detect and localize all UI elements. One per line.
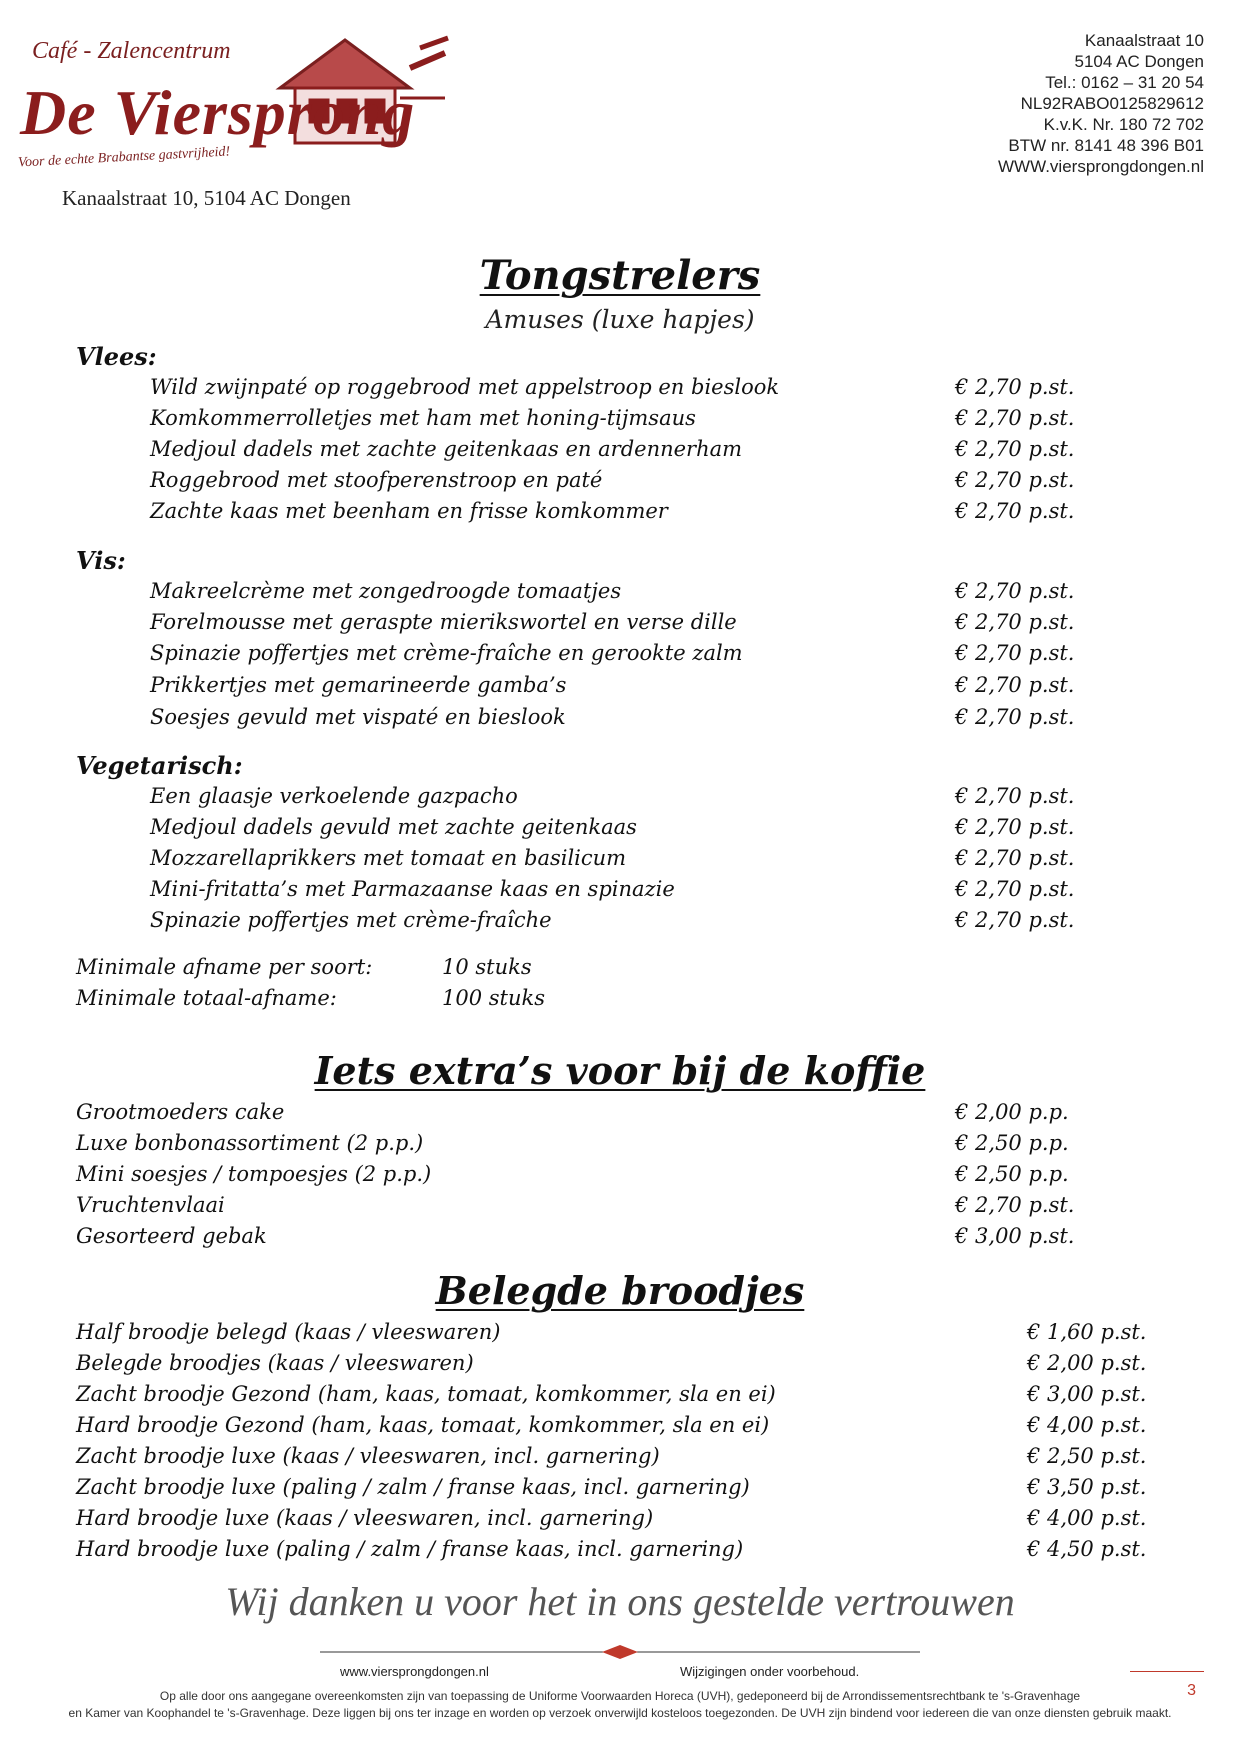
menu-item-price: € 2,70 p.st. (955, 846, 1075, 870)
category-vlees: Vlees: (76, 342, 157, 371)
menu-item-name: Zacht broodje luxe (kaas / vleeswaren, incl. garnering) (76, 1444, 660, 1468)
section-subtitle-amuses: Amuses (luxe hapjes) (485, 305, 755, 334)
contact-line: BTW nr. 8141 48 396 B01 (1008, 136, 1204, 155)
menu-item-name: Roggebrood met stoofperenstroop en paté (150, 468, 603, 492)
menu-item-price: € 2,00 p.st. (1027, 1351, 1147, 1375)
menu-item-name: Gesorteerd gebak (76, 1224, 267, 1248)
menu-item-name: Spinazie poffertjes met crème-fraîche en gerookte zalm (150, 641, 743, 665)
contact-block (998, 30, 1204, 177)
menu-item-name: Prikkertjes met gemarineerde gamba’s (150, 673, 567, 697)
menu-item-price: € 3,00 p.st. (955, 1224, 1075, 1248)
menu-item-name: Mini soesjes / tompoesjes (2 p.p.) (76, 1162, 432, 1186)
menu-item-name: Medjoul dadels gevuld met zachte geitenkaas (150, 815, 637, 839)
section-title-koffie: Iets extra’s voor bij de koffie (314, 1048, 926, 1093)
menu-item-price: € 2,70 p.st. (955, 610, 1075, 634)
menu-item-name: Zacht broodje luxe (paling / zalm / franse kaas, incl. garnering) (76, 1475, 750, 1499)
minimum-label: Minimale afname per soort: (76, 955, 373, 979)
category-vis: Vis: (76, 546, 126, 575)
menu-item-price: € 2,70 p.st. (955, 1193, 1075, 1217)
footer-website-link[interactable]: www.viersprongdongen.nl (340, 1664, 489, 1679)
menu-item-price: € 4,00 p.st. (1027, 1413, 1147, 1437)
menu-item-name: Forelmousse met geraspte mierikswortel en verse dille (150, 610, 737, 634)
menu-item-price: € 2,70 p.st. (955, 468, 1075, 492)
menu-item-price: € 2,70 p.st. (955, 641, 1075, 665)
menu-item-price: € 2,00 p.p. (955, 1100, 1069, 1124)
section-title-tongstrelers: Tongstrelers (479, 252, 761, 299)
menu-item-price: € 1,60 p.st. (1027, 1320, 1147, 1344)
menu-item-name: Zacht broodje Gezond (ham, kaas, tomaat, komkommer, sla en ei) (76, 1382, 776, 1406)
menu-item-price: € 2,70 p.st. (955, 499, 1075, 523)
logo-name: De Viersprong (20, 77, 416, 148)
logo-tagline: Voor de echte Brabantse gastvrijheid! (17, 144, 231, 171)
menu-item-price: € 2,70 p.st. (955, 579, 1075, 603)
footer-legal-line: en Kamer van Koophandel te 's-Gravenhage. Deze liggen bij ons ter inzage en worden op verzoek onverwijld kosteloos toegezonden. De UVH zijn bindend voor iedereen die van onze diensten gebruik maakt. (68, 1706, 1172, 1720)
menu-item-price: € 4,50 p.st. (1027, 1537, 1147, 1561)
logo-address: Kanaalstraat 10, 5104 AC Dongen (62, 186, 351, 210)
menu-item-name: Mozzarellaprikkers met tomaat en basilicum (150, 846, 627, 870)
menu-item-price: € 2,50 p.p. (955, 1131, 1069, 1155)
section-title-broodjes: Belegde broodjes (435, 1268, 805, 1313)
page-number: 3 (1187, 1682, 1196, 1699)
menu-item-name: Soesjes gevuld met vispaté en bieslook (150, 705, 566, 729)
menu-item-name: Belegde broodjes (kaas / vleeswaren) (76, 1351, 474, 1375)
footer-slogan: Wij danken u voor het in ons gestelde vertrouwen (225, 1579, 1015, 1624)
footer-legal-line: Op alle door ons aangegane overeenkomsten zijn van toepassing de Uniforme Voorwaarden Horeca (UVH), gedeponeerd bij de Arrondissementsrechtbank te 's-Gravenhage (159, 1689, 1081, 1703)
menu-item-name: Hard broodje luxe (kaas / vleeswaren, incl. garnering) (76, 1506, 654, 1530)
footer-divider (320, 1643, 920, 1661)
menu-item-name: Wild zwijnpaté op roggebrood met appelstroop en bieslook (150, 375, 780, 399)
menu-item-price: € 2,70 p.st. (955, 375, 1075, 399)
menu-item-price: € 3,50 p.st. (1027, 1475, 1147, 1499)
footer-legal-text (20, 1688, 1220, 1722)
menu-item-name: Spinazie poffertjes met crème-fraîche (150, 908, 552, 932)
logo (10, 28, 450, 218)
menu-item-name: Medjoul dadels met zachte geitenkaas en ardennerham (150, 437, 743, 461)
menu-item-price: € 2,70 p.st. (955, 784, 1075, 808)
menu-item-name: Makreelcrème met zongedroogde tomaatjes (150, 579, 622, 603)
logo-small-title: Café - Zalencentrum (32, 38, 231, 64)
contact-line: K.v.K. Nr. 180 72 702 (1043, 115, 1204, 134)
menu-item-price: € 2,50 p.st. (1027, 1444, 1147, 1468)
menu-item-price: € 2,70 p.st. (955, 437, 1075, 461)
menu-item-price: € 2,70 p.st. (955, 877, 1075, 901)
menu-item-price: € 2,70 p.st. (955, 673, 1075, 697)
menu-item-price: € 2,70 p.st. (955, 908, 1075, 932)
contact-website[interactable]: WWW.viersprongdongen.nl (998, 157, 1204, 176)
contact-line: 5104 AC Dongen (1074, 52, 1204, 71)
menu-item-name: Hard broodje luxe (paling / zalm / franse kaas, incl. garnering) (76, 1537, 744, 1561)
menu-item-name: Vruchtenvlaai (76, 1193, 225, 1217)
menu-item-name: Grootmoeders cake (76, 1100, 285, 1124)
category-vegetarisch: Vegetarisch: (76, 751, 243, 780)
menu-item-price: € 2,70 p.st. (955, 815, 1075, 839)
menu-item-name: Een glaasje verkoelende gazpacho (150, 784, 518, 808)
menu-item-price: € 2,50 p.p. (955, 1162, 1069, 1186)
menu-item-name: Hard broodje Gezond (ham, kaas, tomaat, komkommer, sla en ei) (76, 1413, 770, 1437)
menu-item-name: Half broodje belegd (kaas / vleeswaren) (76, 1320, 501, 1344)
menu-item-price: € 3,00 p.st. (1027, 1382, 1147, 1406)
contact-line: NL92RABO0125829612 (1020, 94, 1204, 113)
page-number-rule (1130, 1671, 1204, 1672)
menu-item-name: Komkommerrolletjes met ham met honing-tijmsaus (150, 406, 696, 430)
menu-item-price: € 2,70 p.st. (955, 406, 1075, 430)
footer-note: Wijzigingen onder voorbehoud. (680, 1664, 860, 1679)
minimum-label: Minimale totaal-afname: (76, 986, 337, 1010)
contact-line: Tel.: 0162 – 31 20 54 (1045, 73, 1204, 92)
menu-item-name: Mini-fritatta’s met Parmazaanse kaas en spinazie (150, 877, 675, 901)
minimum-value: 100 stuks (442, 986, 546, 1010)
menu-item-name: Zachte kaas met beenham en frisse komkommer (150, 499, 668, 523)
menu-item-price: € 4,00 p.st. (1027, 1506, 1147, 1530)
contact-line: Kanaalstraat 10 (1084, 31, 1204, 50)
minimum-value: 10 stuks (442, 955, 532, 979)
menu-item-price: € 2,70 p.st. (955, 705, 1075, 729)
menu-item-name: Luxe bonbonassortiment (2 p.p.) (76, 1131, 424, 1155)
